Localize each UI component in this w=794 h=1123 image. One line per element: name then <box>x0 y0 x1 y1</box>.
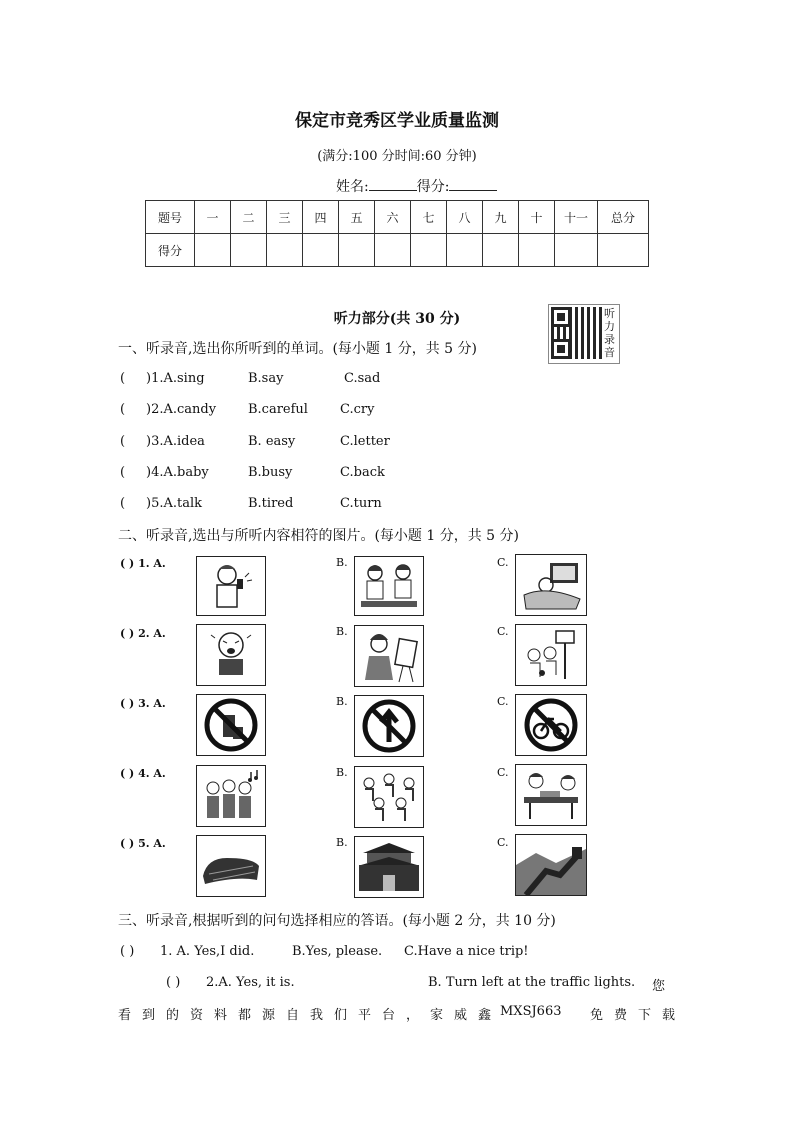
qr-label: 听力录音 <box>604 307 615 359</box>
option-c: C.letter <box>340 434 390 449</box>
option-b-label: B. <box>336 766 348 779</box>
table-header-cell: 一 <box>195 201 231 234</box>
name-label: 姓名: <box>336 179 369 195</box>
option-c-label: C. <box>497 625 509 638</box>
answer-paren[interactable]: ( <box>120 371 126 386</box>
footer-text: 看到的资料都源自我们平台，家威鑫 <box>118 1008 503 1023</box>
no-drinks-sign[interactable] <box>196 694 266 756</box>
section2-heading: 二、听录音,选出与所听内容相符的图片。(每小题 1 分，共 5 分) <box>118 528 519 544</box>
option-c: C.turn <box>340 496 382 511</box>
s2-q1-label: ( ) 1. A. <box>120 557 166 570</box>
table-header-cell: 十一 <box>555 201 598 234</box>
dancing-icon <box>355 767 423 827</box>
s3-q1-paren[interactable]: ( ) <box>120 944 135 959</box>
answer-paren[interactable]: ( <box>120 402 126 417</box>
option-a: )2.A.candy <box>146 402 217 417</box>
crying-baby-icon <box>197 625 265 685</box>
score-cell[interactable] <box>555 234 598 267</box>
table-header-cell: 九 <box>483 201 519 234</box>
s3-q1-option-c: C.Have a nice trip! <box>404 944 529 959</box>
option-b-label: B. <box>336 625 348 638</box>
option-b: B.say <box>248 371 284 386</box>
option-c-label: C. <box>497 766 509 779</box>
option-b: B.tired <box>248 496 294 511</box>
score-cell[interactable] <box>303 234 339 267</box>
option-c: C.back <box>340 465 385 480</box>
table-row-label: 得分 <box>146 234 195 267</box>
score-table-header-row <box>146 201 649 234</box>
score-cell[interactable] <box>447 234 483 267</box>
s1-item-1 <box>120 371 205 386</box>
table-header-cell: 总分 <box>598 201 649 234</box>
score-cell[interactable] <box>411 234 447 267</box>
section3-heading: 三、听录音,根据听到的问句选择相应的答语。(每小题 2 分，共 10 分) <box>118 913 556 929</box>
score-cell[interactable] <box>267 234 303 267</box>
table-header-cell: 五 <box>339 201 375 234</box>
singing-picture[interactable] <box>196 765 266 827</box>
option-b: B.busy <box>248 465 293 480</box>
answer-paren[interactable]: ( <box>120 496 126 511</box>
score-cell[interactable] <box>195 234 231 267</box>
page-title: 保定市竞秀区学业质量监测 <box>295 111 499 131</box>
basketball-icon <box>516 625 586 685</box>
footer-end: 免费下载 <box>590 1008 687 1023</box>
crying-baby-picture[interactable] <box>196 624 266 686</box>
name-score-row <box>336 176 497 196</box>
table-header-cell: 二 <box>231 201 267 234</box>
table-header-cell: 题号 <box>146 201 195 234</box>
option-c: C.cry <box>340 402 375 417</box>
option-c-label: C. <box>497 556 509 569</box>
table-header-cell: 四 <box>303 201 339 234</box>
girl-painting-picture[interactable] <box>354 625 424 687</box>
s3-q1-option-a: 1. A. Yes,I did. <box>160 944 255 959</box>
s2-q5-label: ( ) 5. A. <box>120 837 166 850</box>
option-b: B.careful <box>248 402 308 417</box>
score-cell[interactable] <box>519 234 555 267</box>
score-cell[interactable] <box>339 234 375 267</box>
s1-item-2 <box>120 402 216 417</box>
table-header-cell: 八 <box>447 201 483 234</box>
table-header-cell: 六 <box>375 201 411 234</box>
answer-paren[interactable]: ( <box>120 434 126 449</box>
table-header-cell: 十 <box>519 201 555 234</box>
s3-q2-tail: 您 <box>652 979 666 994</box>
great-wall-picture[interactable] <box>515 834 587 896</box>
s2-q3-label: ( ) 3. A. <box>120 697 166 710</box>
dancing-picture[interactable] <box>354 766 424 828</box>
answer-paren[interactable]: ( <box>120 465 126 480</box>
option-a: )4.A.baby <box>146 465 209 480</box>
sleeping-picture[interactable] <box>515 554 587 616</box>
score-label: 得分: <box>416 179 450 195</box>
girl-painting-icon <box>355 626 423 686</box>
basketball-picture[interactable] <box>515 624 587 686</box>
option-a: )5.A.talk <box>146 496 203 511</box>
s1-item-4 <box>120 465 209 480</box>
score-cell[interactable] <box>598 234 649 267</box>
s1-item-5 <box>120 496 202 511</box>
option-b-label: B. <box>336 836 348 849</box>
table-header-cell: 七 <box>411 201 447 234</box>
score-cell[interactable] <box>375 234 411 267</box>
qr-code[interactable] <box>548 304 620 364</box>
exam-info: (满分:100 分时间:60 分钟) <box>317 149 477 164</box>
s3-q1-option-b: B.Yes, please. <box>292 944 383 959</box>
option-c-label: C. <box>497 836 509 849</box>
girls-eating-icon <box>355 557 423 615</box>
s3-q2-option-a: 2.A. Yes, it is. <box>206 975 295 990</box>
s3-q2-paren[interactable]: ( ) <box>166 975 181 990</box>
reading-icon <box>516 765 586 825</box>
s3-q2-option-b: B. Turn left at the traffic lights. <box>428 975 636 990</box>
section1-heading: 一、听录音,选出你所听到的单词。(每小题 1 分，共 5 分) <box>118 341 477 357</box>
score-table-score-row <box>146 234 649 267</box>
option-a: )3.A.idea <box>146 434 205 449</box>
score-blank[interactable] <box>449 176 497 191</box>
girls-eating-picture[interactable] <box>354 556 424 616</box>
great-wall-icon <box>516 835 586 895</box>
option-b-label: B. <box>336 695 348 708</box>
no-drinks-icon <box>197 695 265 755</box>
s1-item-3 <box>120 434 205 449</box>
birds-nest-icon <box>197 836 265 896</box>
option-b: B. easy <box>248 434 296 449</box>
reading-picture[interactable] <box>515 764 587 826</box>
s2-q4-label: ( ) 4. A. <box>120 767 166 780</box>
boy-phone-icon <box>197 557 265 615</box>
no-bicycles-sign[interactable] <box>515 694 587 756</box>
option-c: C.sad <box>344 371 381 386</box>
listening-header: 听力部分(共 30 分) <box>333 311 461 327</box>
forbidden-city-icon <box>355 837 423 897</box>
no-straight-icon <box>355 696 423 756</box>
score-table <box>145 200 649 267</box>
qr-code-icon <box>551 307 603 359</box>
option-a: )1.A.sing <box>146 371 205 386</box>
option-c-label: C. <box>497 695 509 708</box>
sleeping-icon <box>516 555 586 615</box>
name-blank[interactable] <box>369 176 417 191</box>
singing-icon <box>197 766 265 826</box>
footer-code: MXSJ663 <box>500 1004 562 1019</box>
no-bicycles-icon <box>516 695 586 755</box>
option-b-label: B. <box>336 556 348 569</box>
birds-nest-picture[interactable] <box>196 835 266 897</box>
score-cell[interactable] <box>483 234 519 267</box>
score-cell[interactable] <box>231 234 267 267</box>
no-straight-sign[interactable] <box>354 695 424 757</box>
s2-q2-label: ( ) 2. A. <box>120 627 166 640</box>
forbidden-city-picture[interactable] <box>354 836 424 898</box>
table-header-cell: 三 <box>267 201 303 234</box>
boy-phone-picture[interactable] <box>196 556 266 616</box>
